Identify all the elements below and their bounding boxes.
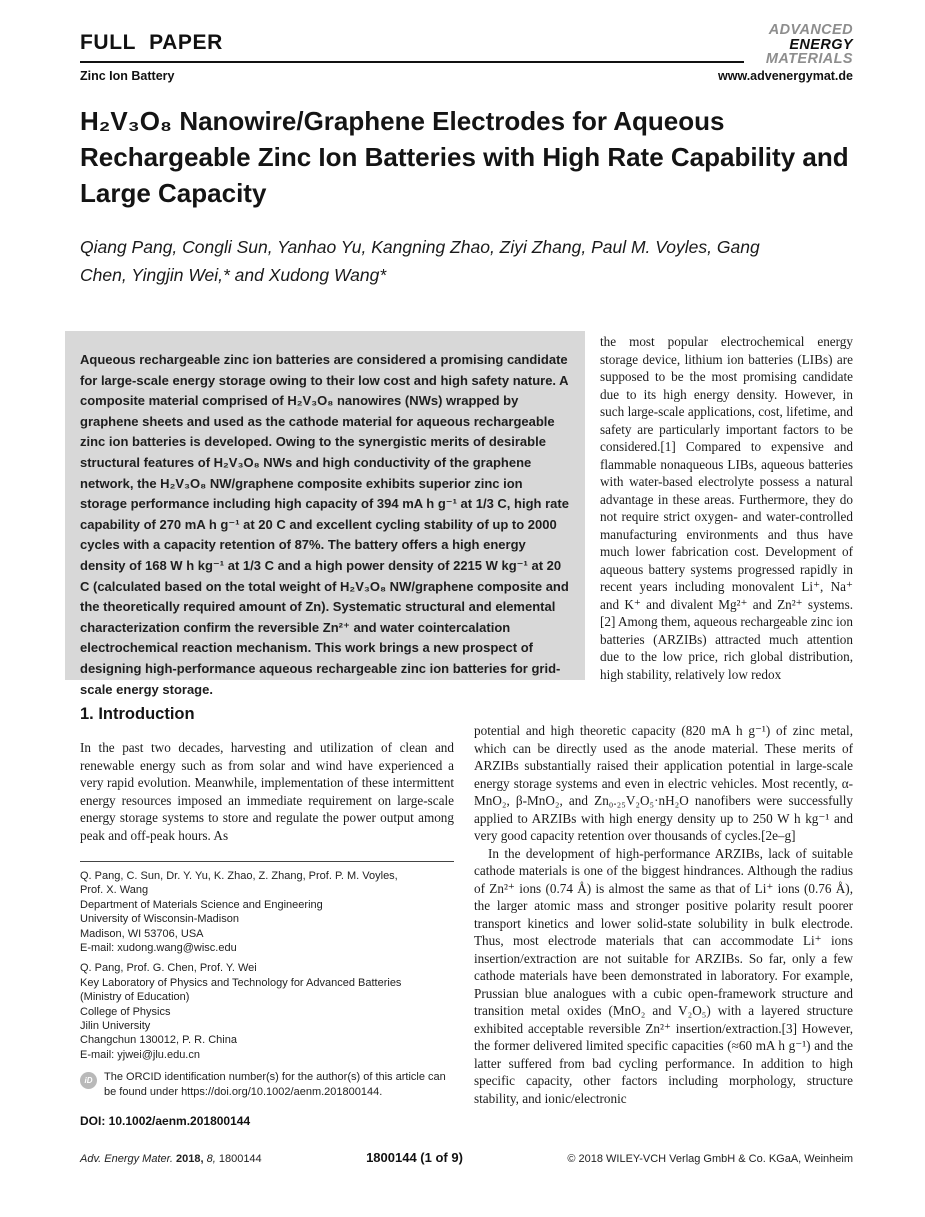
citation-volume: 8, xyxy=(206,1153,216,1165)
affiliation-line: University of Wisconsin-Madison xyxy=(80,913,239,926)
affiliation-line: Jilin University xyxy=(80,1020,151,1033)
footnote-block xyxy=(80,869,456,1129)
affiliation-group-2 xyxy=(80,961,456,1062)
author-list: Qiang Pang, Congli Sun, Yanhao Yu, Kangning Zhao, Ziyi Zhang, Paul M. Voyles, Gang Chen, Yingjin Wei,* and Xudong Wang* xyxy=(80,237,760,285)
body-column-left xyxy=(80,705,454,844)
footer-citation xyxy=(80,1153,262,1165)
abstract-box xyxy=(65,331,585,697)
citation-pageno: 1800144 xyxy=(218,1153,262,1165)
footer-copyright: © 2018 WILEY-VCH Verlag GmbH & Co. KGaA, Weinheim xyxy=(567,1153,853,1165)
affiliation-line: Prof. X. Wang xyxy=(80,884,149,897)
citation-journal: Adv. Energy Mater. xyxy=(80,1153,173,1165)
footnote-divider xyxy=(80,861,454,862)
affiliation-line: Changchun 130012, P. R. China xyxy=(80,1034,237,1047)
affiliation-line: College of Physics xyxy=(80,1005,171,1018)
logo-word-materials: MATERIALS xyxy=(765,51,853,67)
affiliation-line: Q. Pang, Prof. G. Chen, Prof. Y. Wei xyxy=(80,962,257,975)
journal-logo xyxy=(766,23,853,67)
abstract-text: Aqueous rechargeable zinc ion batteries are considered a promising candidate for large-scale energy storage owing to their low cost and high safety nature. A composite material comprised of H₂V₃O₈ nanowires (NWs) wrapped by graphene sheets and used as the cathode material for aqueous rechargeable zinc ion batteries is developed. Owing to the synergistic merits of desirable structural features of H₂V₃O₈ NWs and high conductivity of the graphene network, the H₂V₃O₈ NW/graphene composite exhibits superior zinc ion storage performance including high capacity of 394 mA h g⁻¹ at 1/3 C, high rate capability of 270 mA h g⁻¹ at 20 C and excellent cycling stability of up to 2000 cycles with a capacity retention of 87%. The battery offers a high energy density of 168 W h kg⁻¹ at 1/3 C and a high power density of 2215 W kg⁻¹ at 20 C (calculated based on the total weight of H₂V₃O₈ NW/graphene composite and the theoretically required amount of Zn). Systematic structural and elemental characterization confirm the reversible Zn²⁺ and water cointercalation electrochemical reaction mechanism. This work brings a new prospect of designing high-performance aqueous rechargeable zinc ion batteries for grid-scale energy storage. xyxy=(80,352,569,697)
doi-line: DOI: 10.1002/aenm.201800144 xyxy=(80,1114,251,1129)
affiliation-line: E-mail: xudong.wang@wisc.edu xyxy=(80,942,237,955)
body-column-right-lower xyxy=(474,722,853,1107)
affiliation-line: Q. Pang, C. Sun, Dr. Y. Yu, K. Zhao, Z. Zhang, Prof. P. M. Voyles, xyxy=(80,870,398,882)
body-paragraph: In the development of high-performance ARZIBs, lack of suitable cathode materials is one of the biggest hindrances. Although the radius of Zn²⁺ ions (0.74 Å) is almost the same as that of Li⁺ ions (0.76 Å), the larger atomic mass and stronger positive polarity result poorer transport kinetics and lower solid-state solubility in bulk electrode. Thus, most electrode materials that can accommodate Li⁺ ions insertion/extraction are not suitable for ARZIBs. So far, only a few cathode materials have been demonstrated in laboratory. For example, Prussian blue analogues with a cubic open-framework structure and transition metal oxides (MnO₂ and V₂O₅) with a layered structure exhibited acceptable reversible Zn²⁺ insertion/extraction.[3] However, the former delivered limited specific capacities (≈60 mA h g⁻¹) and the latter suffered from bad cycling performance. In addition to high specific capacity, other factors including morphology, structure stability, and ionic/electronic xyxy=(474,845,853,1106)
affiliation-group-1 xyxy=(80,869,456,955)
orcid-statement xyxy=(80,1070,456,1099)
affiliation-line: (Ministry of Education) xyxy=(80,991,190,1004)
orcid-id-icon: iD xyxy=(80,1072,97,1089)
introduction-paragraph: In the past two decades, harvesting and utilization of clean and renewable energy such as from solar and wind have experienced a very rapid evolution. Meanwhile, implementation of these intermittent energy resources imposed an immediate requirement on large-scale energy storage systems to store and regulate the power output among peak and off-peak hours. As xyxy=(80,740,454,843)
journal-website-url: www.advenergymat.de xyxy=(718,69,853,83)
affiliation-line: Key Laboratory of Physics and Technology for Advanced Batteries xyxy=(80,976,402,989)
section-heading-introduction: 1. Introduction xyxy=(80,705,195,723)
article-category: Zinc Ion Battery xyxy=(80,69,175,83)
logo-word-advanced: ADVANCED xyxy=(768,22,853,38)
page-footer xyxy=(80,1150,853,1165)
orcid-note-text: The ORCID identification number(s) for the author(s) of this article can be found under https://doi.org/10.1002/aenm.201800144. xyxy=(104,1071,446,1098)
affiliation-line: E-mail: yjwei@jlu.edu.cn xyxy=(80,1048,200,1061)
affiliation-line: Department of Materials Science and Engineering xyxy=(80,898,323,911)
citation-year: 2018, xyxy=(176,1153,204,1165)
header-divider xyxy=(80,61,744,63)
footer-page-number: 1800144 (1 of 9) xyxy=(366,1150,463,1165)
article-title: H₂V₃O₈ Nanowire/Graphene Electrodes for Aqueous Rechargeable Zinc Ion Batteries with High Rate Capability and Large Capacity xyxy=(80,106,849,208)
body-paragraph: potential and high theoretic capacity (820 mA h g⁻¹) of zinc metal, which can be directly used as the anode material. These merits of ARZIBs substantially raised their application potential in large-scale energy storage systems and even in electric vehicles. Most recently, α-MnO₂, β-MnO₂, and Zn₀.₂₅V₂O₅·nH₂O nanofibers were successfully applied to ARZIBs with high energy density up to 250 W h kg⁻¹ and very good capacity retention over thousands of cycles.[2e–g] xyxy=(474,723,853,843)
article-type-label: FULL PAPER xyxy=(80,31,223,54)
body-column-right-upper: the most popular electrochemical energy storage device, lithium ion batteries (LIBs) are supposed to be the most promising candidate due to its high energy density. However, in such large-scale applications, cost, lifetime, and safety are particularly important factors to be considered.[1] Compared to expensive and flammable nonaqueous LIBs, aqueous batteries with water-based electrolyte possess a natural advantage in these areas. Furthermore, they do not require strict oxygen- and water-controlled manufacturing environments and thus have much lower fabrication cost. Development of aqueous battery systems progressed rapidly in recent years including monovalent Li⁺, Na⁺ and K⁺ and divalent Mg²⁺ and Zn²⁺ systems.[2] Among them, aqueous rechargeable zinc ion batteries (ARZIBs) attracted much attention due to the low price, rich global distribution, high stability, relatively low redox xyxy=(600,334,853,682)
logo-word-energy: ENERGY xyxy=(789,36,853,53)
affiliation-line: Madison, WI 53706, USA xyxy=(80,927,204,940)
